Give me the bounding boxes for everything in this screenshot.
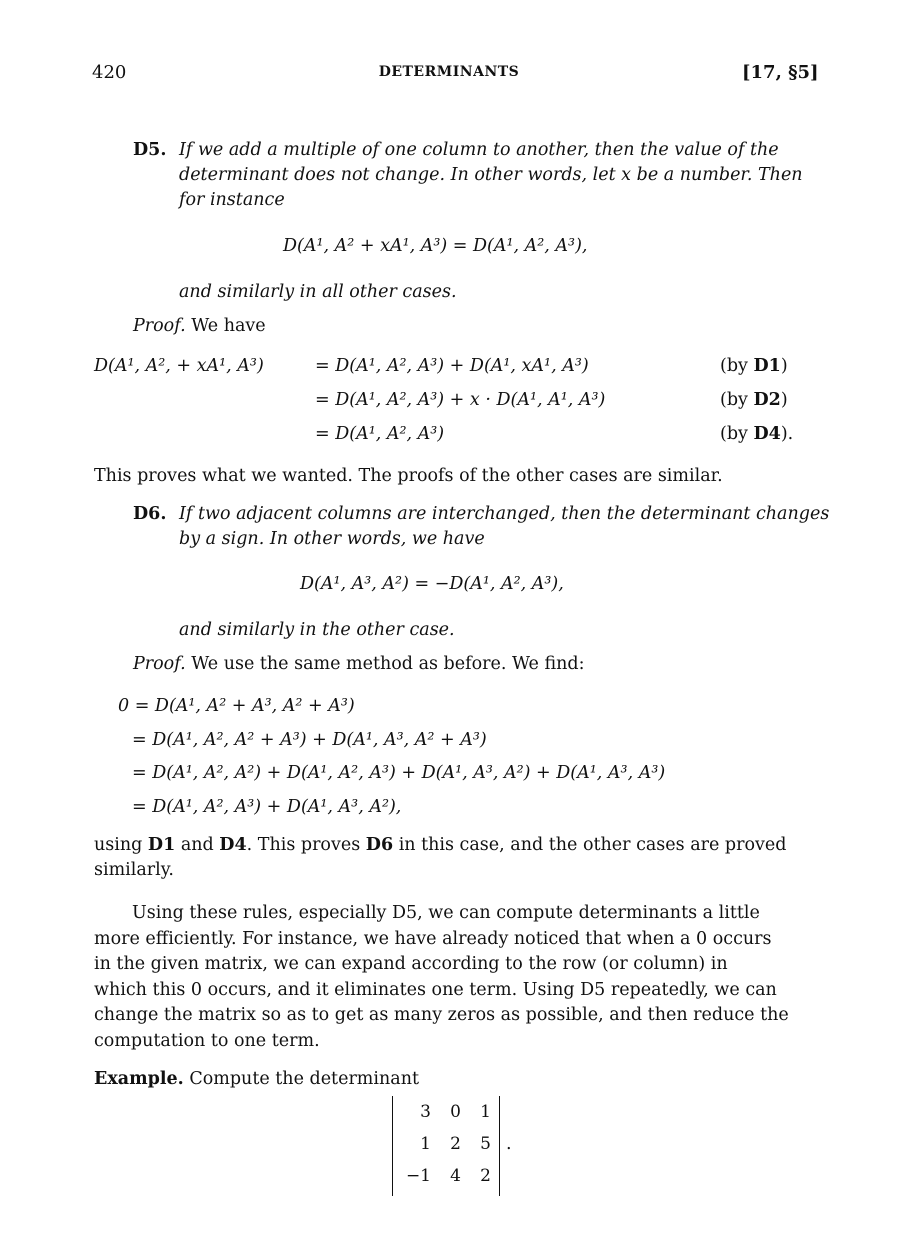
d6-label: D6. <box>133 504 167 524</box>
d5-conclusion: This proves what we wanted. The proofs of the other cases are similar. <box>94 466 723 486</box>
d6-proof-intro <box>133 654 585 674</box>
matrix-cell: 3 <box>420 1102 431 1122</box>
d5-statement-line: If we add a multiple of one column to another, then the value of the <box>179 140 779 160</box>
example-label: Example. <box>94 1069 184 1089</box>
d5-equation: D(A¹, A² + xA¹, A³) = D(A¹, A², A³), <box>283 236 588 256</box>
text-run: . This proves <box>246 835 366 855</box>
proof-intro-text: We have <box>191 316 266 336</box>
d6-after-text: and similarly in the other case. <box>179 620 455 640</box>
d5-statement <box>179 138 803 213</box>
determinant-period: . <box>506 1134 512 1154</box>
example-text: Compute the determinant <box>189 1069 420 1089</box>
paragraph-line: which this 0 occurs, and it eliminates one term. Using D5 repeatedly, we can <box>94 979 777 1000</box>
matrix-cell: 4 <box>450 1166 461 1186</box>
d6-conclusion-line <box>94 833 806 858</box>
by-end: ) <box>780 356 788 376</box>
body-paragraph <box>94 901 789 1054</box>
rule-ref: D6 <box>365 835 394 855</box>
d6-statement-line: by a sign. In other words, we have <box>179 529 485 549</box>
by-end: ) <box>780 390 788 410</box>
text-run: in this case, and the other cases are proved <box>393 835 787 855</box>
d5-statement-line: for instance <box>179 190 285 210</box>
matrix-cell: 5 <box>480 1134 491 1154</box>
by-text: (by <box>720 390 754 410</box>
d6-conclusion <box>94 833 806 883</box>
proof-label: Proof. <box>133 654 186 674</box>
d6-proof-line: = D(A¹, A², A²) + D(A¹, A², A³) + D(A¹, A³, A²) + D(A¹, A³, A³) <box>132 763 666 783</box>
d5-proof-intro <box>133 316 266 336</box>
d5-proof-rhs: = D(A¹, A², A³) + x · D(A¹, A¹, A³) <box>315 390 606 410</box>
page-number: 420 <box>92 62 127 83</box>
determinant-matrix <box>392 1096 500 1196</box>
proof-intro-text: We use the same method as before. We find: <box>191 654 585 674</box>
d6-statement-line: If two adjacent columns are interchanged, then the determinant changes <box>179 504 830 524</box>
d5-proof-lhs: D(A¹, A², + xA¹, A³) <box>94 356 264 376</box>
text-run: and <box>175 835 220 855</box>
rule-ref: D1 <box>753 356 781 376</box>
d6-statement <box>179 502 829 552</box>
matrix-cell: 2 <box>480 1166 491 1186</box>
d5-proof-justification <box>720 390 788 410</box>
d6-equation: D(A¹, A³, A²) = −D(A¹, A², A³), <box>300 574 564 594</box>
rule-ref: D2 <box>753 390 781 410</box>
matrix-cell: 1 <box>420 1134 431 1154</box>
by-text: (by <box>720 424 754 444</box>
rule-ref: D4 <box>219 835 247 855</box>
by-text: (by <box>720 356 754 376</box>
paragraph-line: computation to one term. <box>94 1030 320 1051</box>
d5-statement-line: determinant does not change. In other words, let x be a number. Then <box>179 165 803 185</box>
d6-conclusion-line: similarly. <box>94 860 174 880</box>
matrix-cell: −1 <box>405 1166 431 1186</box>
d5-proof-rhs: = D(A¹, A², A³) + D(A¹, xA¹, A³) <box>315 356 589 376</box>
d5-label: D5. <box>133 140 167 160</box>
running-title: DETERMINANTS <box>378 64 520 80</box>
example-heading <box>94 1069 419 1089</box>
d5-after-text: and similarly in all other cases. <box>179 282 457 302</box>
d5-proof-justification <box>720 356 788 376</box>
d6-proof-line: = D(A¹, A², A² + A³) + D(A¹, A³, A² + A³) <box>132 730 487 750</box>
paragraph-line: in the given matrix, we can expand according to the row (or column) in <box>94 954 728 974</box>
matrix-cell: 2 <box>450 1134 461 1154</box>
paragraph-line: change the matrix so as to get as many zeros as possible, and then reduce the <box>94 1005 789 1025</box>
paragraph-line: more efficiently. For instance, we have already noticed that when a 0 occurs <box>94 928 772 949</box>
section-reference: [17, §5] <box>742 62 819 83</box>
matrix-cell: 1 <box>480 1102 491 1122</box>
d5-proof-justification <box>720 424 793 444</box>
d6-proof-line: = D(A¹, A², A³) + D(A¹, A³, A²), <box>132 797 402 817</box>
paragraph-line: Using these rules, especially D5, we can compute determinants a little <box>132 903 760 923</box>
text-run: using <box>94 835 148 855</box>
matrix-cell: 0 <box>450 1102 461 1122</box>
d6-proof-line: 0 = D(A¹, A² + A³, A² + A³) <box>118 696 355 716</box>
proof-label: Proof. <box>133 316 186 336</box>
rule-ref: D1 <box>147 835 176 855</box>
rule-ref: D4 <box>753 424 781 444</box>
d5-proof-rhs: = D(A¹, A², A³) <box>315 424 445 444</box>
by-end: ). <box>780 424 794 444</box>
